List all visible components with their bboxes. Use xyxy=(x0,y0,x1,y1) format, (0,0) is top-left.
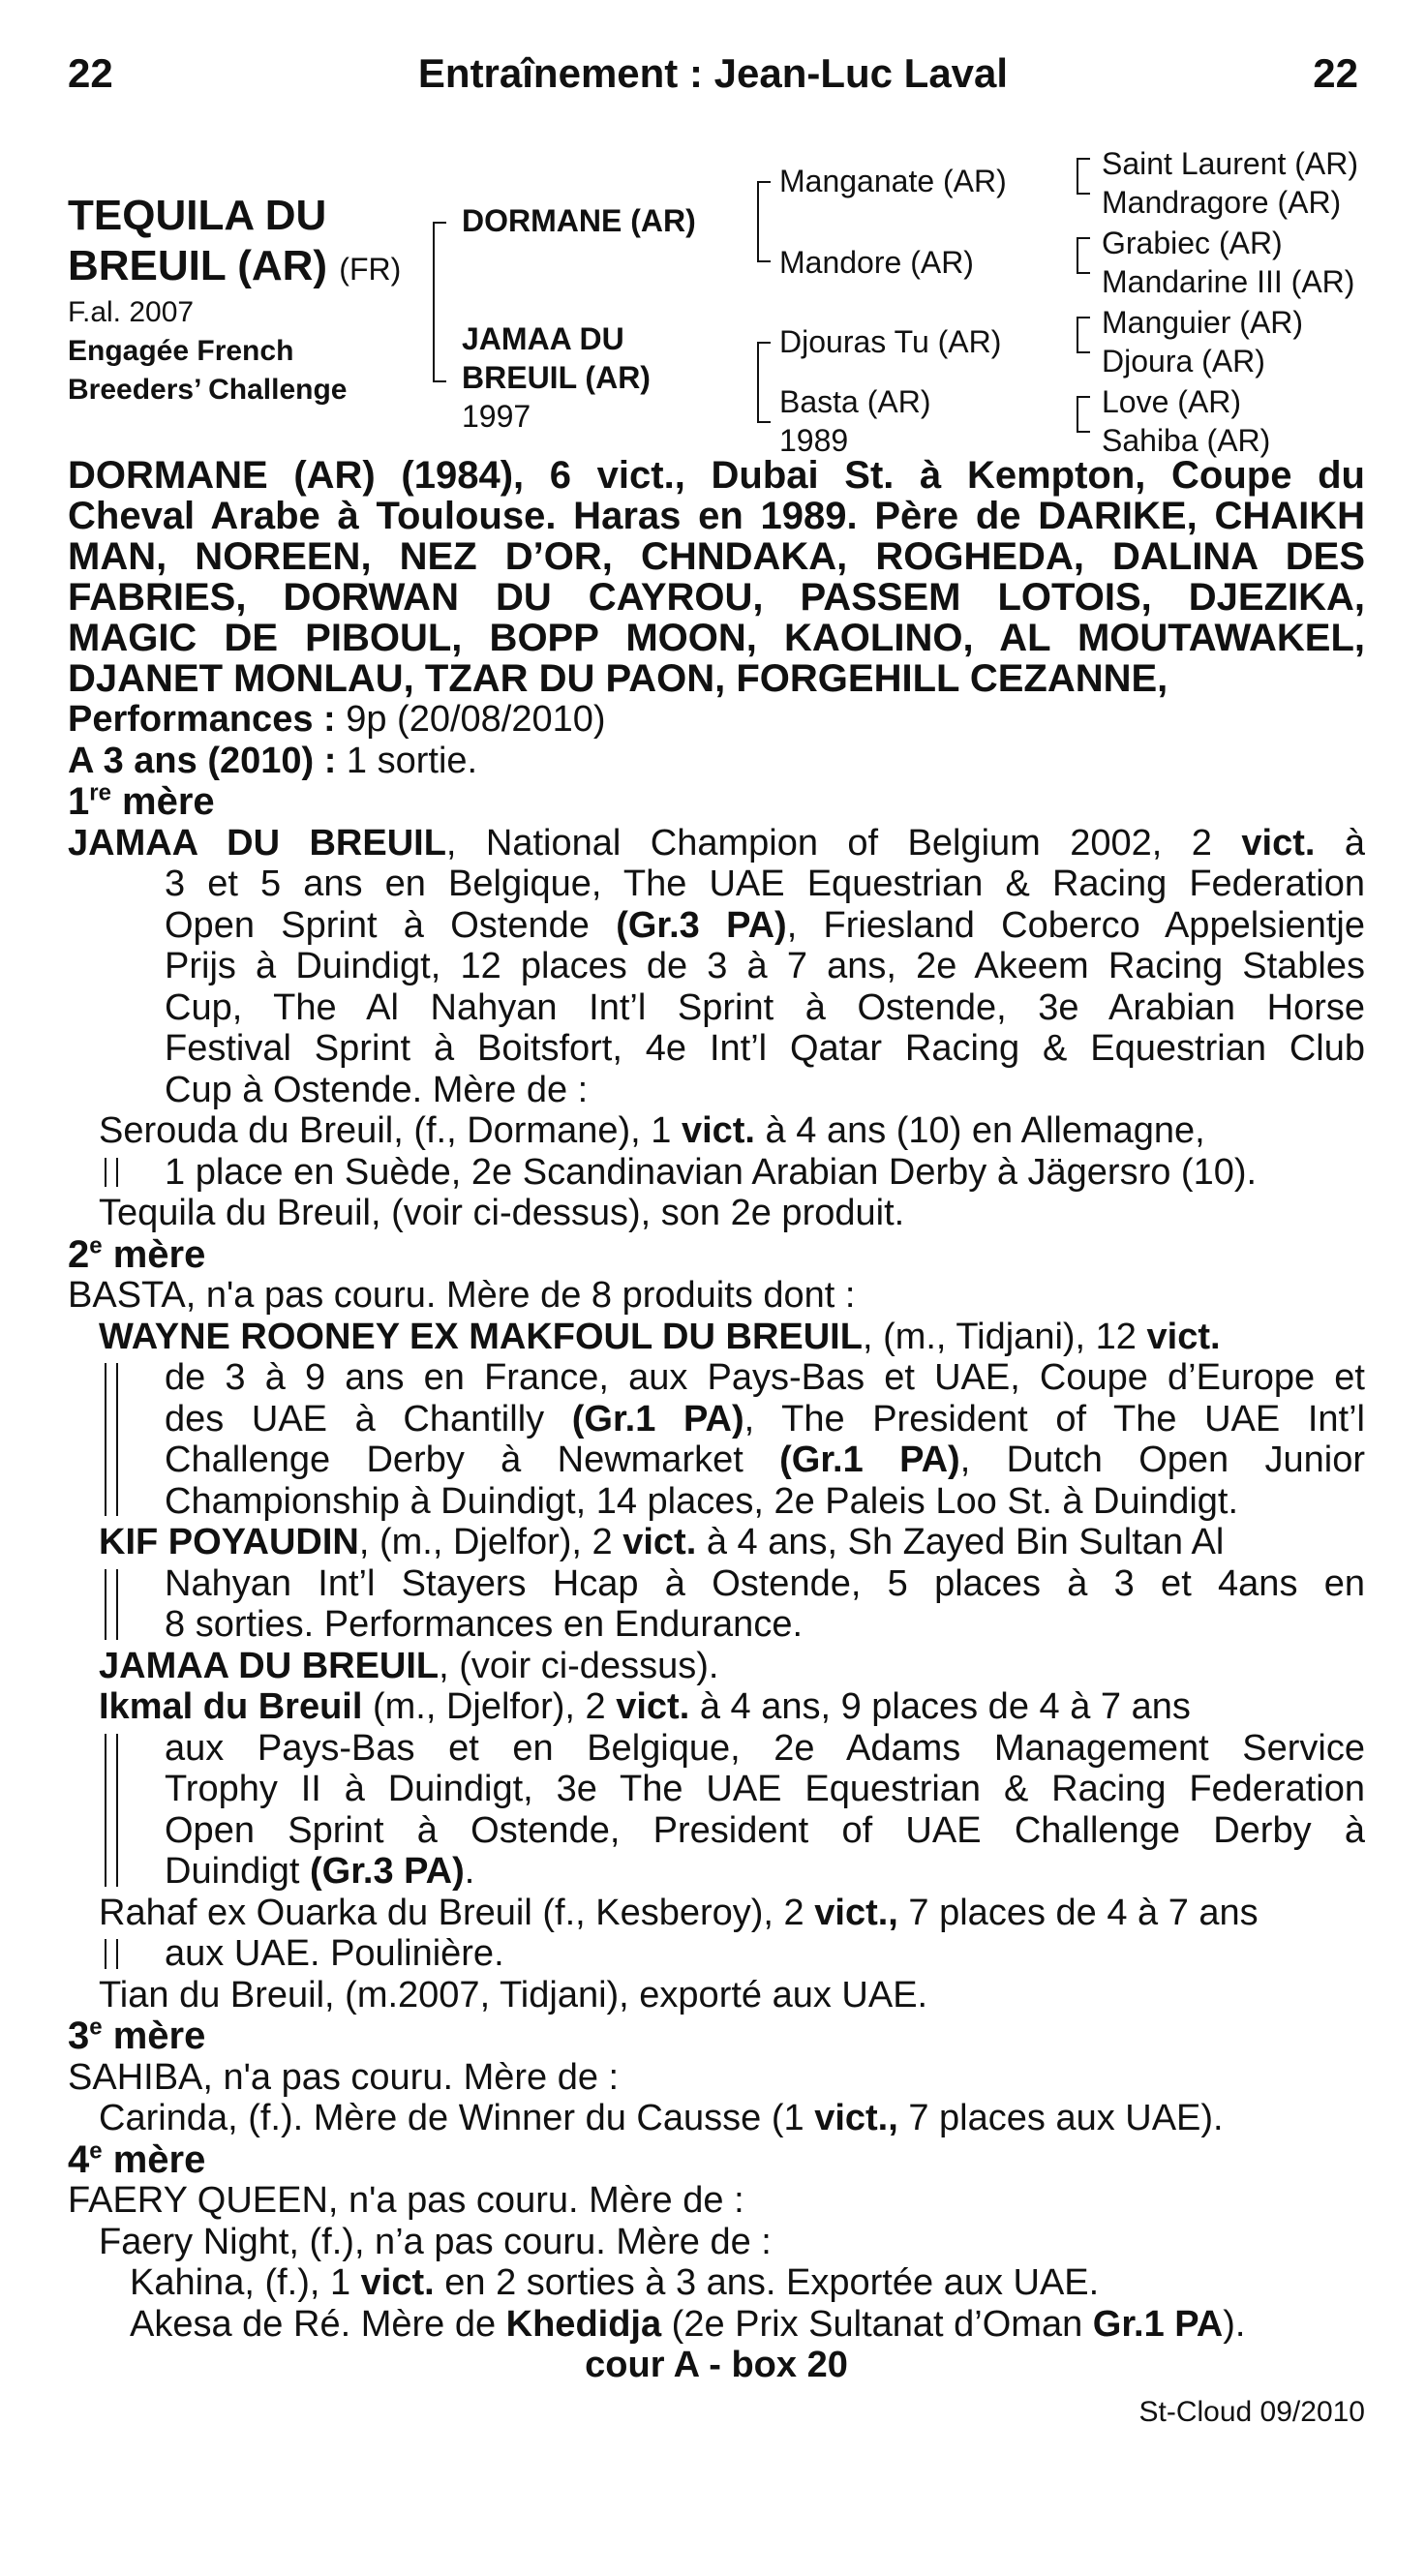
bracket-sd xyxy=(1077,237,1090,274)
heading-sup: e xyxy=(89,2137,103,2165)
produce-rahaf-cont xyxy=(68,1933,1365,1975)
produce-serouda xyxy=(68,1110,1365,1152)
dam1-line: Festival Sprint à Boitsfort, 4e Int’l Qatar Racing & Equestrian Club xyxy=(165,1028,1365,1069)
pedigree-dam-year: 1997 xyxy=(462,399,531,434)
dam1-first-line xyxy=(68,823,1365,864)
section-heading-1 xyxy=(68,781,1365,823)
produce-bar xyxy=(105,1939,118,1969)
produce-name: JAMAA DU BREUIL xyxy=(99,1645,440,1686)
pedigree-dss: Manguier (AR) xyxy=(1102,305,1304,340)
age3-label: A 3 ans (2010) : xyxy=(68,740,337,781)
produce-text2: 7 places aux UAE). xyxy=(897,2098,1224,2138)
dam4-intro: FAERY QUEEN, n'a pas couru. Mère de : xyxy=(68,2180,744,2221)
heading-num: 1 xyxy=(68,780,90,823)
dam1-line: 3 et 5 ans en Belgique, The UAE Equestrian & Racing Federation xyxy=(165,864,1365,904)
pedigree-ss: Manganate (AR) xyxy=(779,164,1007,198)
sire-line: MAGIC DE PIBOUL, BOPP MOON, KAOLINO, AL MOUTAWAKEL, xyxy=(68,617,1365,659)
produce-line: Duindigt (Gr.3 PA). xyxy=(165,1851,475,1892)
dam1-text2: à xyxy=(1315,822,1365,864)
heading-word: mère xyxy=(102,1232,206,1276)
produce-text3: ). xyxy=(1223,2303,1246,2345)
pedigree-sss: Saint Laurent (AR) xyxy=(1102,146,1359,181)
produce-text2: en 2 sorties à 3 ans. Exportée aux UAE. xyxy=(434,2262,1100,2303)
produce-bar xyxy=(105,1158,118,1188)
bracket-ds xyxy=(1077,317,1090,353)
produce-text2: à 4 ans, 9 places de 4 à 7 ans xyxy=(689,1686,1191,1727)
horse-name-line2: BREUIL (AR) xyxy=(68,242,328,289)
produce-akesa xyxy=(68,2304,1365,2346)
dam1-line-last: Cup à Ostende. Mère de : xyxy=(165,1069,589,1110)
produce-text2: à 4 ans (10) en Allemagne, xyxy=(755,1110,1205,1151)
produce-line: Nahyan Int’l Stayers Hcap à Ostende, 5 places à 3 et 4ans en xyxy=(165,1562,1365,1604)
produce-tequila: Tequila du Breuil, (voir ci-dessus), son 2e produit. xyxy=(99,1193,905,1233)
produce-vict: vict., xyxy=(814,1892,898,1933)
section-heading-4 xyxy=(68,2139,1365,2181)
bracket-dd xyxy=(1077,396,1090,433)
produce-bar xyxy=(105,1569,118,1640)
pedigree-dsd: Djoura (AR) xyxy=(1102,344,1265,379)
dam1-vict: vict. xyxy=(1241,822,1316,864)
section-heading-2 xyxy=(68,1234,1365,1276)
heading-num: 2 xyxy=(68,1232,90,1276)
heading-word: mère xyxy=(110,780,215,823)
performances-label: Performances : xyxy=(68,699,336,740)
produce-bar xyxy=(105,1363,118,1516)
produce-bar xyxy=(105,1734,118,1887)
heading-sup: e xyxy=(89,2014,103,2041)
horse-sex-year: F.al. 2007 xyxy=(68,296,195,328)
produce-text: Rahaf ex Ouarka du Breuil (f., Kesberoy), 2 xyxy=(99,1892,815,1933)
produce-line: Championship à Duindigt, 14 places, 2e Paleis Loo St. à Duindigt. xyxy=(165,1480,1239,1522)
produce-name: Ikmal du Breuil xyxy=(99,1686,363,1727)
pedigree-dam xyxy=(462,319,651,436)
produce-text: Kahina, (f.), 1 xyxy=(130,2262,361,2303)
produce-kahina xyxy=(68,2262,1365,2304)
footer-sale: St-Cloud 09/2010 xyxy=(1138,2395,1365,2428)
horse-meta xyxy=(68,293,347,409)
produce-tian: Tian du Breuil, (m.2007, Tidjani), exporté aux UAE. xyxy=(99,1974,928,2015)
produce-grade: Gr.1 PA xyxy=(1092,2303,1224,2345)
horse-origin: (FR) xyxy=(339,252,402,287)
produce-name: WAYNE ROONEY EX MAKFOUL DU BREUIL xyxy=(99,1316,863,1357)
box-location: cour A - box 20 xyxy=(585,2345,848,2385)
produce-text2: à 4 ans, Sh Zayed Bin Sultan Al xyxy=(696,1522,1225,1562)
sire-line: MAN, NOREEN, NEZ D’OR, CHNDAKA, ROGHEDA, DALINA DES xyxy=(68,535,1365,578)
produce-line: 8 sorties. Performances en Endurance. xyxy=(165,1604,804,1645)
pedigree-ds: Djouras Tu (AR) xyxy=(779,324,1002,359)
sire-line: Cheval Arabe à Toulouse. Haras en 1989. Père de DARIKE, CHAIKH xyxy=(68,495,1365,537)
dam1-name: JAMAA DU BREUIL xyxy=(68,822,446,864)
produce-faery-night: Faery Night, (f.), n’a pas couru. Mère de : xyxy=(99,2221,772,2262)
heading-num: 4 xyxy=(68,2137,90,2181)
produce-ikmal xyxy=(68,1686,1365,1728)
produce-text: , (voir ci-dessus). xyxy=(439,1645,719,1686)
heading-word: mère xyxy=(102,2137,206,2181)
produce-kif-poyaudin xyxy=(68,1522,1365,1563)
performances xyxy=(68,699,1365,741)
produce-rahaf xyxy=(68,1893,1365,1934)
produce-line: des UAE à Chantilly (Gr.1 PA), The President of The UAE Int’l xyxy=(165,1398,1365,1440)
page-number-right: 22 xyxy=(1313,50,1358,96)
age3-value: 1 sortie. xyxy=(336,740,478,781)
produce-vict: vict. xyxy=(681,1110,755,1151)
pedigree-dds: Love (AR) xyxy=(1102,384,1242,419)
produce-carinda xyxy=(68,2098,1365,2139)
horse-engaged-2: Breeders’ Challenge xyxy=(68,374,348,406)
produce-vict: vict. xyxy=(616,1686,690,1727)
heading-num: 3 xyxy=(68,2015,90,2057)
produce-line: de 3 à 9 ans en France, aux Pays-Bas et UAE, Coupe d’Europe et xyxy=(165,1357,1365,1398)
section-heading-3 xyxy=(68,2015,1365,2057)
produce-line: aux UAE. Poulinière. xyxy=(165,1933,504,1974)
page-header xyxy=(68,50,1358,108)
heading-word: mère xyxy=(102,2015,206,2057)
bracket-dam xyxy=(757,342,771,423)
pedigree-sire: DORMANE (AR) xyxy=(462,203,696,238)
produce-text: Carinda, (f.). Mère de Winner du Causse (1 xyxy=(99,2098,815,2138)
produce-text: , (m., Djelfor), 2 xyxy=(358,1522,623,1562)
produce-vict: vict. xyxy=(360,2262,435,2303)
produce-ikmal-cont xyxy=(68,1728,1365,1893)
dam2-intro: BASTA, n'a pas couru. Mère de 8 produits dont : xyxy=(68,1275,856,1316)
catalogue-body xyxy=(68,455,1365,2433)
performances-value: 9p (20/08/2010) xyxy=(335,699,606,740)
produce-text: (m., Djelfor), 2 xyxy=(362,1686,617,1727)
produce-kif-cont xyxy=(68,1563,1365,1646)
heading-sup: e xyxy=(89,1232,103,1259)
pedigree-ddd: Sahiba (AR) xyxy=(1102,423,1271,458)
produce-vict: vict. xyxy=(622,1522,697,1562)
pedigree-sd: Mandore (AR) xyxy=(779,245,974,280)
sire-line: FABRIES, DORWAN DU CAYROU, PASSEM LOTOIS, DJEZIKA, xyxy=(68,576,1365,619)
bracket-sire xyxy=(757,181,771,262)
sire-line: DORMANE (AR) (1984), 6 vict., Dubai St. à Kempton, Coupe du xyxy=(68,454,1365,497)
pedigree-dam-line1: JAMAA DU xyxy=(462,321,624,356)
produce-text2: (2e Prix Sultanat d’Oman xyxy=(661,2303,1093,2345)
horse-engaged-1: Engagée French xyxy=(68,335,294,367)
pedigree-block xyxy=(68,140,1365,460)
produce-vict: vict. xyxy=(1146,1316,1221,1357)
produce-text2: 7 places de 4 à 7 ans xyxy=(897,1892,1259,1933)
produce-text: , (m., Tidjani), 12 xyxy=(862,1316,1147,1357)
produce-serouda-cont xyxy=(68,1152,1365,1194)
produce-line: Open Sprint à Ostende, President of UAE Challenge Derby à xyxy=(165,1809,1365,1851)
pedigree-dd-year: 1989 xyxy=(779,423,849,458)
heading-sup: re xyxy=(89,779,111,806)
bracket-ss xyxy=(1077,158,1090,195)
produce-name: KIF POYAUDIN xyxy=(99,1522,359,1562)
bracket-main xyxy=(433,222,446,382)
age-3 xyxy=(68,741,1365,782)
produce-line: aux Pays-Bas et en Belgique, 2e Adams Management Service xyxy=(165,1727,1365,1769)
produce-text: Akesa de Ré. Mère de xyxy=(130,2303,506,2345)
pedigree-sdd: Mandarine III (AR) xyxy=(1102,264,1355,299)
page-title: Entraînement : Jean-Luc Laval xyxy=(417,50,1009,96)
produce-wayne-rooney-cont xyxy=(68,1357,1365,1522)
pedigree-sds: Grabiec (AR) xyxy=(1102,226,1283,260)
pedigree-dd xyxy=(779,382,930,460)
produce-wayne-rooney xyxy=(68,1317,1365,1358)
dam1-text: , National Champion of Belgium 2002, 2 xyxy=(445,822,1242,864)
produce-vict: vict., xyxy=(814,2098,898,2138)
produce-line: Challenge Derby à Newmarket (Gr.1 PA), Dutch Open Junior xyxy=(165,1440,1365,1480)
produce-text: Serouda du Breuil, (f., Dormane), 1 xyxy=(99,1110,682,1151)
horse-name-line1: TEQUILA DU xyxy=(68,192,327,239)
horse-name xyxy=(68,191,455,294)
pedigree-ssd: Mandragore (AR) xyxy=(1102,185,1342,220)
page-number-left: 22 xyxy=(68,50,113,96)
produce-jamaa xyxy=(68,1646,1365,1687)
pedigree-dd-name: Basta (AR) xyxy=(779,384,931,419)
dam1-line: Open Sprint à Ostende (Gr.3 PA), Friesland Coberco Appelsientje xyxy=(165,904,1365,946)
produce-line: Trophy II à Duindigt, 3e The UAE Equestrian & Racing Federation xyxy=(165,1769,1365,1809)
pedigree-dam-line2: BREUIL (AR) xyxy=(462,360,651,395)
produce-name: Khedidja xyxy=(505,2303,662,2345)
produce-text3: 1 place en Suède, 2e Scandinavian Arabian Derby à Jägersro (10). xyxy=(165,1151,1258,1193)
sire-line: DJANET MONLAU, TZAR DU PAON, FORGEHILL CEZANNE, xyxy=(68,657,1168,700)
dam1-line: Prijs à Duindigt, 12 places de 3 à 7 ans, 2e Akeem Racing Stables xyxy=(165,946,1365,986)
dam1-line: Cup, The Al Nahyan Int’l Sprint à Ostende, 3e Arabian Horse xyxy=(165,986,1365,1028)
dam3-intro: SAHIBA, n'a pas couru. Mère de : xyxy=(68,2056,620,2098)
